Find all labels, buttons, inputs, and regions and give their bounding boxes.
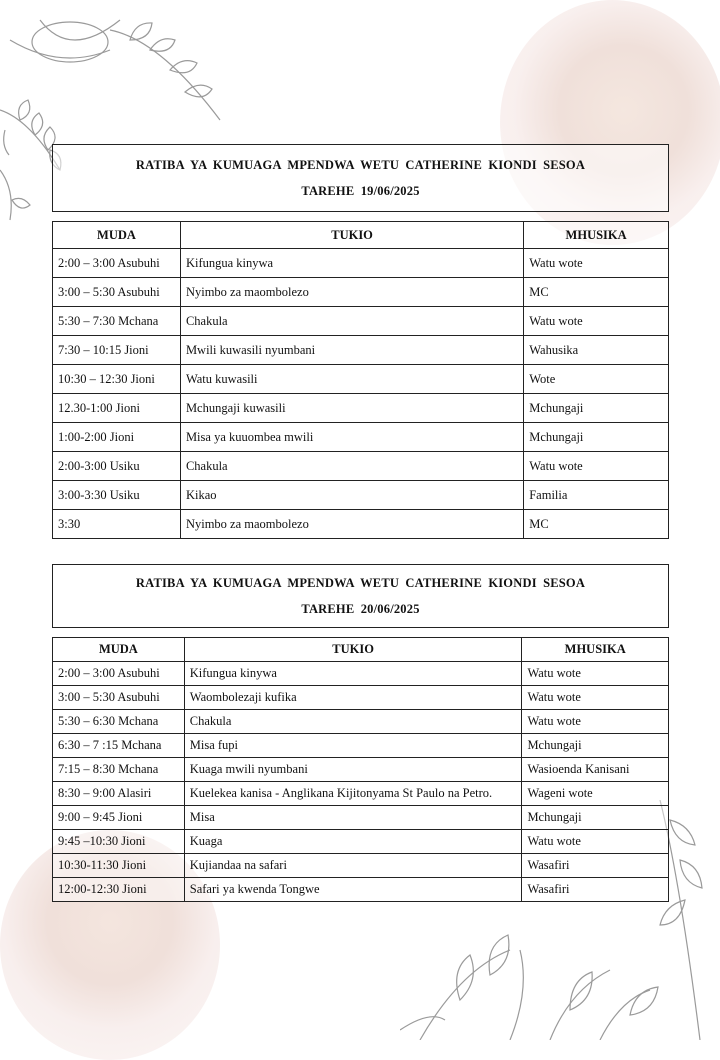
header-mhusika: MHUSIKA [522, 638, 669, 662]
table-row [53, 510, 669, 539]
cell-tukio: Chakula [184, 710, 522, 734]
cell-tukio: Misa [184, 806, 522, 830]
table-row [53, 710, 669, 734]
cell-mhusika: Mchungaji [524, 423, 669, 452]
cell-tukio: Kuaga mwili nyumbani [184, 758, 522, 782]
cell-mhusika: Watu wote [524, 249, 669, 278]
header-mhusika: MHUSIKA [524, 222, 669, 249]
cell-muda: 12:00-12:30 Jioni [53, 878, 185, 902]
cell-muda: 9:45 –10:30 Jioni [53, 830, 185, 854]
cell-muda: 6:30 – 7 :15 Mchana [53, 734, 185, 758]
cell-muda: 3:30 [53, 510, 181, 539]
cell-muda: 5:30 – 7:30 Mchana [53, 307, 181, 336]
table-row [53, 854, 669, 878]
table-row [53, 758, 669, 782]
cell-mhusika: Watu wote [524, 452, 669, 481]
cell-tukio: Kujiandaa na safari [184, 854, 522, 878]
table-row [53, 307, 669, 336]
table-row [53, 878, 669, 902]
cell-tukio: Waombolezaji kufika [184, 686, 522, 710]
schedule-title: RATIBA YA KUMUAGA MPENDWA WETU CATHERINE KIONDI SESOA [135, 576, 586, 590]
cell-muda: 3:00 – 5:30 Asubuhi [53, 686, 185, 710]
cell-tukio: Misa fupi [184, 734, 522, 758]
cell-mhusika: MC [524, 278, 669, 307]
cell-mhusika: Wasafiri [522, 854, 669, 878]
cell-muda: 3:00-3:30 Usiku [53, 481, 181, 510]
schedule-title: RATIBA YA KUMUAGA MPENDWA WETU CATHERINE KIONDI SESOA [135, 158, 586, 172]
table-header-row [53, 222, 669, 249]
cell-muda: 7:30 – 10:15 Jioni [53, 336, 181, 365]
cell-mhusika: Mchungaji [522, 734, 669, 758]
table-row [53, 481, 669, 510]
cell-mhusika: Mchungaji [522, 806, 669, 830]
cell-mhusika: Watu wote [522, 830, 669, 854]
cell-muda: 8:30 – 9:00 Alasiri [53, 782, 185, 806]
cell-tukio: Mchungaji kuwasili [180, 394, 523, 423]
cell-muda: 2:00 – 3:00 Asubuhi [53, 662, 185, 686]
cell-muda: 2:00-3:00 Usiku [53, 452, 181, 481]
table-row [53, 365, 669, 394]
table-row [53, 782, 669, 806]
header-muda: MUDA [53, 638, 185, 662]
cell-tukio: Kifungua kinywa [180, 249, 523, 278]
cell-muda: 7:15 – 8:30 Mchana [53, 758, 185, 782]
cell-mhusika: Watu wote [522, 710, 669, 734]
table-header-row [53, 638, 669, 662]
table-row [53, 662, 669, 686]
cell-mhusika: Watu wote [522, 662, 669, 686]
cell-tukio: Misa ya kuuombea mwili [180, 423, 523, 452]
cell-mhusika: Watu wote [522, 686, 669, 710]
cell-tukio: Nyimbo za maombolezo [180, 278, 523, 307]
schedule-table [52, 221, 669, 539]
cell-muda: 5:30 – 6:30 Mchana [53, 710, 185, 734]
cell-mhusika: Wasioenda Kanisani [522, 758, 669, 782]
cell-muda: 1:00-2:00 Jioni [53, 423, 181, 452]
schedule-title-box [52, 564, 669, 628]
schedule-title-box [52, 144, 669, 212]
cell-muda: 12.30-1:00 Jioni [53, 394, 181, 423]
cell-mhusika: Wahusika [524, 336, 669, 365]
header-tukio: TUKIO [184, 638, 522, 662]
table-row [53, 830, 669, 854]
cell-mhusika: Mchungaji [524, 394, 669, 423]
cell-mhusika: Wasafiri [522, 878, 669, 902]
cell-muda: 10:30-11:30 Jioni [53, 854, 185, 878]
schedule-date: TAREHE 20/06/2025 [301, 602, 420, 616]
cell-muda: 2:00 – 3:00 Asubuhi [53, 249, 181, 278]
table-row [53, 394, 669, 423]
table-row [53, 423, 669, 452]
cell-tukio: Kifungua kinywa [184, 662, 522, 686]
cell-tukio: Kuaga [184, 830, 522, 854]
table-row [53, 452, 669, 481]
header-muda: MUDA [53, 222, 181, 249]
cell-muda: 9:00 – 9:45 Jioni [53, 806, 185, 830]
cell-muda: 10:30 – 12:30 Jioni [53, 365, 181, 394]
cell-tukio: Chakula [180, 452, 523, 481]
table-row [53, 249, 669, 278]
schedule-table [52, 637, 669, 902]
cell-mhusika: Wote [524, 365, 669, 394]
table-row [53, 806, 669, 830]
cell-tukio: Watu kuwasili [180, 365, 523, 394]
cell-muda: 3:00 – 5:30 Asubuhi [53, 278, 181, 307]
cell-mhusika: Wageni wote [522, 782, 669, 806]
table-row [53, 278, 669, 307]
cell-tukio: Nyimbo za maombolezo [180, 510, 523, 539]
table-row [53, 336, 669, 365]
schedule-date: TAREHE 19/06/2025 [301, 184, 420, 198]
cell-tukio: Kuelekea kanisa - Anglikana Kijitonyama St Paulo na Petro. [184, 782, 522, 806]
cell-mhusika: Familia [524, 481, 669, 510]
table-row [53, 734, 669, 758]
cell-tukio: Kikao [180, 481, 523, 510]
cell-mhusika: MC [524, 510, 669, 539]
cell-tukio: Mwili kuwasili nyumbani [180, 336, 523, 365]
cell-tukio: Safari ya kwenda Tongwe [184, 878, 522, 902]
table-row [53, 686, 669, 710]
header-tukio: TUKIO [180, 222, 523, 249]
cell-mhusika: Watu wote [524, 307, 669, 336]
cell-tukio: Chakula [180, 307, 523, 336]
